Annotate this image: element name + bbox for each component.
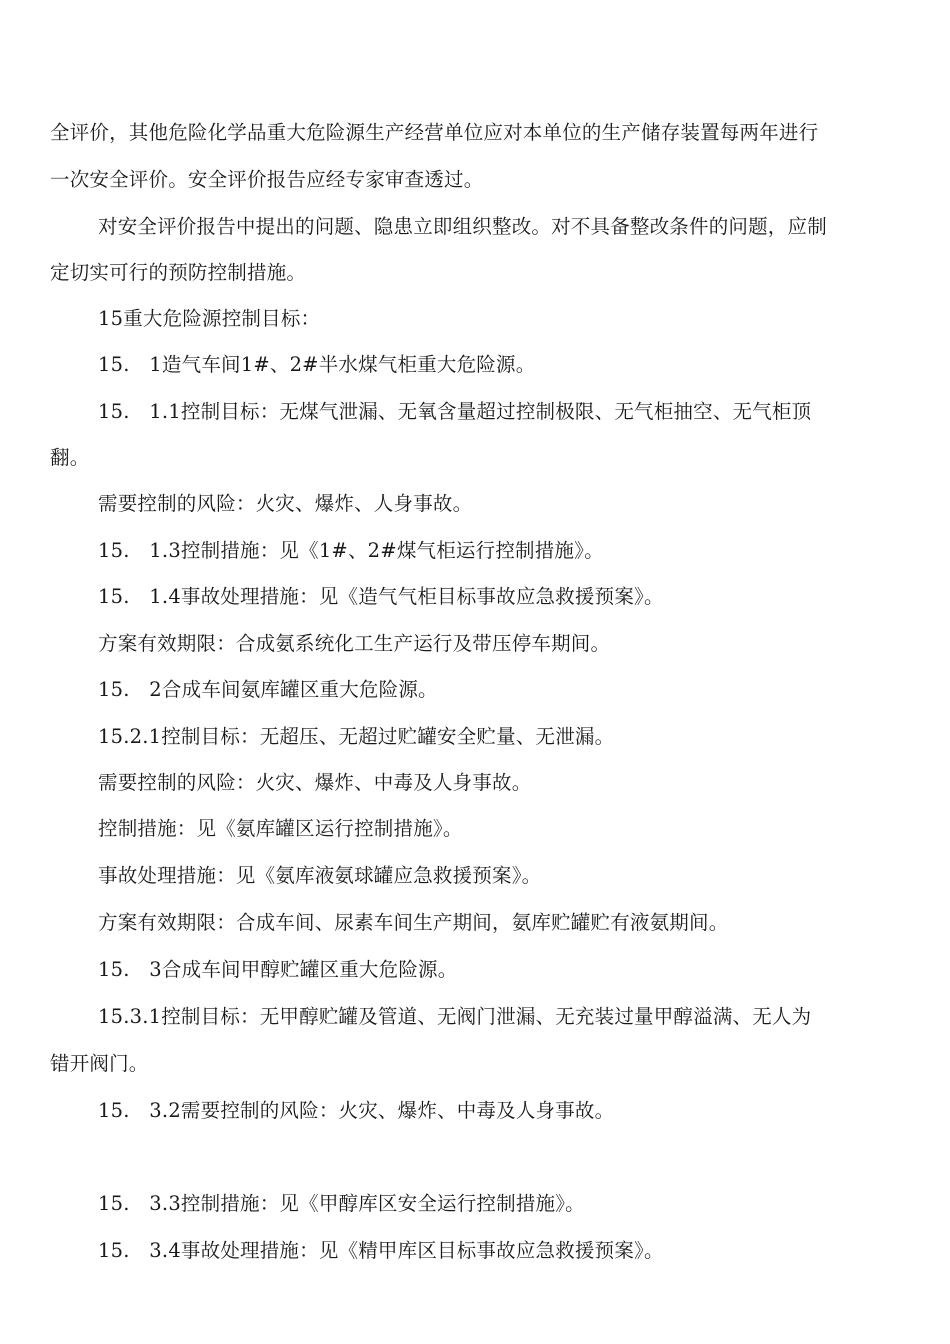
text-line: 15. 3合成车间甲醇贮罐区重大危险源。 (98, 958, 458, 981)
text-line: 一次安全评价。安全评价报告应经专家审查透过。 (50, 168, 484, 191)
text-line: 15. 3.4事故处理措施：见《精甲库区目标事故应急救援预案》。 (98, 1239, 664, 1262)
text-line: 15. 3.2需要控制的风险：火灾、爆炸、中毒及人身事故。 (98, 1099, 615, 1122)
text-line: 15重大危险源控制目标： (98, 307, 321, 330)
text-line: 事故处理措施：见《氨库液氨球罐应急救援预案》。 (98, 864, 542, 887)
text-line: 15. 2合成车间氨库罐区重大危险源。 (98, 678, 438, 701)
text-line: 15. 1造气车间1#、2#半水煤气柜重大危险源。 (98, 353, 536, 376)
text-line: 15.3.1控制目标：无甲醇贮罐及管道、无阀门泄漏、无充装过量甲醇溢满、无人为 (98, 1005, 812, 1028)
text-line: 15. 1.1控制目标：无煤气泄漏、无氧含量超过控制极限、无气柜抽空、无气柜顶 (98, 400, 812, 423)
text-line: 15. 1.3控制措施：见《1#、2#煤气柜运行控制措施》。 (98, 539, 604, 562)
text-line: 错开阀门。 (50, 1052, 149, 1075)
text-line: 15.2.1控制目标：无超压、无超过贮罐安全贮量、无泄漏。 (98, 725, 615, 748)
text-line: 15. 3.3控制措施：见《甲醇库区安全运行控制措施》。 (98, 1192, 585, 1215)
text-line: 15. 1.4事故处理措施：见《造气气柜目标事故应急救援预案》。 (98, 585, 664, 608)
text-line: 需要控制的风险：火灾、爆炸、人身事故。 (98, 492, 473, 515)
text-line: 需要控制的风险：火灾、爆炸、中毒及人身事故。 (98, 771, 532, 794)
text-line: 方案有效期限：合成车间、尿素车间生产期间，氨库贮罐贮有液氨期间。 (98, 911, 729, 934)
text-line: 方案有效期限：合成氨系统化工生产运行及带压停车期间。 (98, 632, 611, 655)
text-line: 对安全评价报告中提出的问题、隐患立即组织整改。对不具备整改条件的问题，应制 (98, 215, 827, 238)
text-line: 定切实可行的预防控制措施。 (50, 261, 307, 284)
text-line: 翻。 (50, 446, 90, 469)
text-line: 控制措施：见《氨库罐区运行控制措施》。 (98, 817, 463, 840)
text-line: 全评价，其他危险化学品重大危险源生产经营单位应对本单位的生产储存装置每两年进行 (50, 121, 819, 144)
